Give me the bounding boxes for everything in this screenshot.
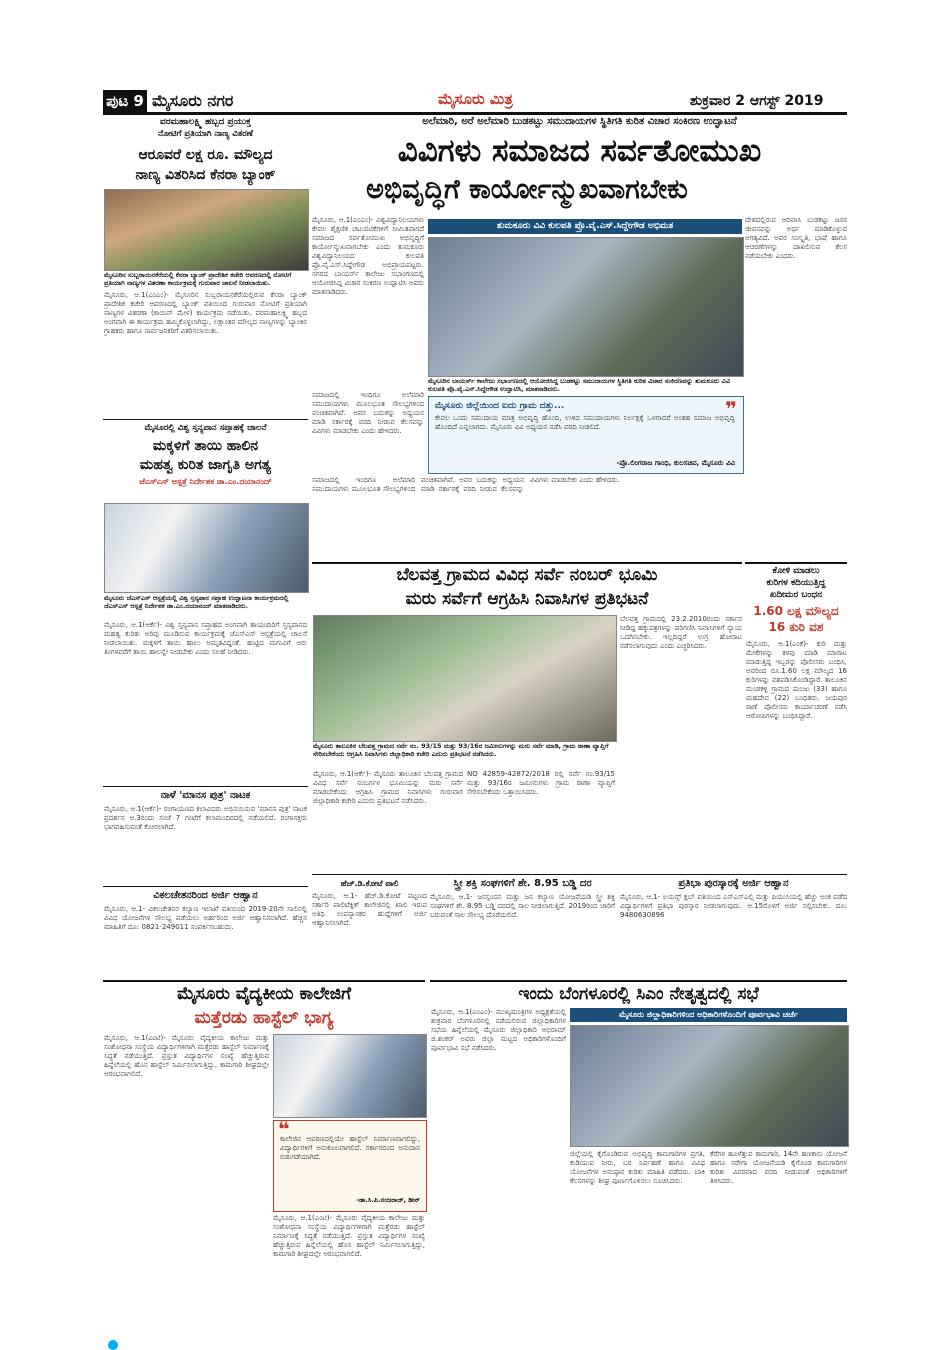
protest-headline-2: ಮರು ಸರ್ವೆಗೆ ಆಗ್ರಹಿಸಿ ನಿವಾಸಿಗಳ ಪ್ರತಿಭಟನೆ bbox=[405, 589, 649, 609]
divider bbox=[312, 874, 847, 875]
drama-body: ಮೈಸೂರು, ಆ.1(ಆರ್ಕೆ)- ರಂಗಾಯಣದ ಕಲಾವಿದರು ಅಭಿನಯಿಸುವ 'ಮಾನಸ ಪುತ್ರ' ನಾಟಕ ಪ್ರದರ್ಶನ ಆ.3ರಂದು ಸಂಜೆ 7 ಗಂಟೆಗೆ ಕಲಾಮಂದಿರದಲ್ಲಿ ನಡೆಯಲಿದೆ. ರಂಗಾಸಕ್ತರು ಭಾಗವಹಿಸುವಂತೆ ಕೋರಲಾಗಿದೆ. bbox=[104, 805, 307, 831]
lead-kicker: ಅಲೆಮಾರಿ, ಅರೆ ಅಲೆಮಾರಿ ಬುಡಕಟ್ಟು ಸಮುದಾಯಗಳ ಸ್ಥಿತಿಗತಿ ಕುರಿತ ವಿಚಾರ ಸಂಕಿರಣ ಉದ್ಘಾಟನೆ bbox=[422, 116, 737, 127]
lead-subhead: ತುಮಕೂರು ವಿವಿ ಕುಲಪತಿ ಪ್ರೊ.ವೈ.ಎಸ್.ಸಿದ್ದೇಗೌಡ ಅಭಿಮತ bbox=[428, 219, 742, 234]
protest-body-col1: ಮೈಸೂರು, ಆ.1(ಆರ್ಕೆ)- ಮೈಸೂರು ತಾಲೂಕಿನ ಬೆಲವತ್ತ ಗ್ರಾಮದ ವಿವಿಧ ಸರ್ವೆ ನಂಬರ್ಗಳ ಭೂಮಿಯನ್ನು ಮರು ಸರ್ವೆ ಮಾಡಬೇಕೆಂದು ಆಗ್ರಹಿಸಿ ಗ್ರಾಮದ ನಿವಾಸಿಗಳು ಗುರುವಾರ ಜಿಲ್ಲಾಧಿಕಾರಿ ಕಚೇರಿ ಎದುರು ಪ್ರತಿಭಟನೆ ನಡೆಸಿದರು. bbox=[313, 770, 463, 805]
medical-body: ಮೈಸೂರು, ಆ.1(ಎಂಟಿ)- ಮೈಸೂರು ವೈದ್ಯಕೀಯ ಕಾಲೇಜು ಮತ್ತು ಸಂಶೋಧನಾ ಸಂಸ್ಥೆಯ ವಿದ್ಯಾರ್ಥಿಗಳಿಗಾಗಿ ಮತ್ತೆರಡು ಹಾಸ್ಟೆಲ್ ನಿರ್ಮಾಣಕ್ಕೆ ಸಿದ್ಧತೆ ನಡೆಯುತ್ತಿದೆ. ಪ್ರಸ್ತುತ ವಿದ್ಯಾರ್ಥಿಗಳ ಸಂಖ್ಯೆ ಹೆಚ್ಚುತ್ತಿರುವ ಹಿನ್ನೆಲೆಯಲ್ಲಿ ಹೊಸ ಹಾಸ್ಟೆಲ್ ನಿರ್ಮಿಸಲಾಗುತ್ತಿದ್ದು, ಕಾಮಗಾರಿ ಶೀಘ್ರದಲ್ಲೇ ಆರಂಭವಾಗಲಿದೆ. bbox=[104, 1034, 269, 1078]
page-number: ಪುಟ 9 bbox=[103, 90, 147, 112]
protest-body-col2: NO 42859-42872/2018 ರಲ್ಲಿ ಸರ್ವೆ ನಂ.93/15 ಮತ್ತು 93/16ರ ಜಮೀನುಗಳು ಗ್ರಾಮ ಠಾಣಾ ವ್ಯಾಪ್ತಿಗೆ ಸೇರಿಸಬೇಕೆಂದು ಒತ್ತಾಯಿಸಿದರು. bbox=[467, 770, 615, 796]
protest-headline-1: ಬೆಲವತ್ತ ಗ್ರಾಮದ ವಿವಿಧ ಸರ್ವೆ ನಂಬರ್ ಭೂಮಿ bbox=[396, 565, 658, 585]
polytechnic-title: ಹೆಚ್.ಡಿ.ಕೋಟೆ ಪಾಲಿ bbox=[340, 879, 399, 888]
sheep-headline-2: 16 ಕುರಿ ವಶ bbox=[768, 620, 824, 634]
medical-headline-1: ಮೈಸೂರು ವೈದ್ಯಕೀಯ ಕಾಲೇಜಿಗೆ bbox=[176, 984, 352, 1004]
award-title: ಪ್ರತಿಭಾ ಪುರಸ್ಕಾರಕ್ಕೆ ಅರ್ಜಿ ಆಹ್ವಾನ bbox=[678, 878, 789, 889]
sheep-kicker-1: ಕೋಳಿ ಮಾಡಲು bbox=[772, 566, 820, 576]
lead-body-col1b: ಸಮಾಜದಲ್ಲಿ ಇಂದಿಗೂ ಅಲೆಮಾರಿ ಸಮುದಾಯಗಳು ಮೂಲಭೂತ ಸೌಲಭ್ಯಗಳಿಂದ ವಂಚಿತವಾಗಿವೆ. ಅವರ ಬದುಕನ್ನು ಅಧ್ಯಯನ ಮಾಡಿ ಸರ್ಕಾರಕ್ಕೆ ವರದಿ ನೀಡುವ ಕೆಲಸವನ್ನು ವಿವಿಗಳು ಮಾಡಬೇಕು ಎಂದು ಹೇಳಿದರು. bbox=[312, 391, 424, 435]
bf-body: ಮೈಸೂರು, ಆ.1(ಆರ್ಕೆ)- ವಿಶ್ವ ಸ್ತನ್ಯಪಾನ ಸಪ್ತಾಹದ ಅಂಗವಾಗಿ ತಾಯಂದಿರಿಗೆ ಸ್ತನ್ಯಪಾನದ ಮಹತ್ವ ಕುರಿತು ಅರಿವು ಮೂಡಿಸುವ ಕಾರ್ಯಕ್ರಮಕ್ಕೆ ಜೆಎಸ್ಎಸ್ ಆಸ್ಪತ್ರೆಯಲ್ಲಿ ಚಾಲನೆ ನೀಡಲಾಯಿತು. ಮಕ್ಕಳಿಗೆ ತಾಯಿ ಹಾಲು ಅಮೃತವಿದ್ದಂತೆ. ಹುಟ್ಟಿದ ಮಗುವಿಗೆ ಆರು ತಿಂಗಳವರೆಗೆ ತಾಯಿ ಹಾಲನ್ನೇ ನೀಡಬೇಕು ಎಂದು ಸಲಹೆ ನೀಡಿದರು. bbox=[104, 621, 307, 656]
lead-headline-2: ಅಭಿವೃದ್ಧಿಗೆ ಕಾರ್ಯೋನ್ಮುಖವಾಗಬೇಕು bbox=[366, 174, 688, 205]
lead-headline-1: ವಿವಿಗಳು ಸಮಾಜದ ಸರ್ವತೋಮುಖ bbox=[397, 133, 762, 169]
divider bbox=[103, 419, 308, 420]
issue-date: ಶುಕ್ರವಾರ 2 ಆಗಸ್ಟ್ 2019 bbox=[690, 93, 824, 109]
divider bbox=[430, 980, 847, 982]
coin-caption: ಮೈಸೂರಿನ ಸುಬ್ಬರಾಯನಕೆರೆಯಲ್ಲಿ ಕೆನರಾ ಬ್ಯಾಂಕ್ ಪ್ರಾದೇಶಿಕ ಕಚೇರಿ ಆವರಣದಲ್ಲಿ ನೋಟಿಗೆ ಪ್ರತಿಯಾಗಿ ನಾಣ್ಯಗಳ ವಿತರಣಾ ಕಾರ್ಯಕ್ರಮಕ್ಕೆ ಗುರುವಾರ ಚಾಲನೆ ನೀಡಲಾಯಿತು. bbox=[104, 271, 292, 287]
cm-body-col1: ಮೈಸೂರು, ಆ.1(ಎಂಎಂ)- ಮುಖ್ಯಮಂತ್ರಿಗಳ ಅಧ್ಯಕ್ಷತೆಯಲ್ಲಿ ಶುಕ್ರವಾರ ಬೆಂಗಳೂರಿನಲ್ಲಿ ನಡೆಯಲಿರುವ ಜಿಲ್ಲಾಧಿಕಾರಿಗಳ ಸಭೆಯ ಹಿನ್ನೆಲೆಯಲ್ಲಿ ಮೈಸೂರು ಜಿಲ್ಲಾಧಿಕಾರಿ ಅಭಿರಾಮ್ ಜಿ.ಶಂಕರ್ ಅವರು ಜಿಲ್ಲಾ ಮಟ್ಟದ ಅಧಿಕಾರಿಗಳೊಂದಿಗೆ ಪೂರ್ವಭಾವಿ ಸಭೆ ನಡೆಸಿದರು. bbox=[431, 1008, 566, 1052]
bf-caption: ಮೈಸೂರು ಜೆಎಸ್ಎಸ್ ಆಸ್ಪತ್ರೆಯಲ್ಲಿ ವಿಶ್ವ ಸ್ತನ್ಯಪಾನ ಸಪ್ತಾಹ ಉದ್ಘಾಟನಾ ಕಾರ್ಯಕ್ರಮದಲ್ಲಿ ಜೆಎಸ್ಎಸ್ ಆಸ್ಪತ್ರೆ ನಿರ್ದೇಶಕ ಡಾ.ಎಂ.ದಯಾನಂದ್ ಮಾತನಾಡಿದರು. bbox=[104, 594, 289, 610]
cm-body-col3: ಕೆರೆಗಳ ಹೂಳೆತ್ತುವ ಕಾಮಗಾರಿ, 14ನೇ ಹಣಕಾಸು ಯೋಜನೆ ಹಾಗೂ ನರೇಗಾ ಯೋಜನೆಯಡಿ ಕೈಗೊಂಡ ಕಾಮಗಾರಿಗಳ ಕುರಿತು ವಿವರವಾದ ವರದಿ ನೀಡುವಂತೆ ಅಧಿಕಾರಿಗಳಿಗೆ ತಿಳಿಸಿದರು. bbox=[710, 1150, 847, 1185]
sheep-body: ಮೈಸೂರು, ಆ.1(ಎಂಕೆ)- ಕುರಿ ಮತ್ತು ಮೇಕೆಗಳನ್ನು ಕಳವು ಮಾಡಿ ಮಾರಾಟ ಮಾಡುತ್ತಿದ್ದ ಇಬ್ಬರನ್ನು ಪೊಲೀಸರು ಬಂಧಿಸಿ, ಅವರಿಂದ ರೂ.1.60 ಲಕ್ಷ ಮೌಲ್ಯದ 16 ಕುರಿಗಳನ್ನು ವಶಪಡಿಸಿಕೊಂಡಿದ್ದಾರೆ. ತಾಲೂಕಿನ ಮಂಡಕಳ್ಳಿ ಗ್ರಾಮದ ಮಂಜು (33) ಹಾಗೂ ಮಹದೇವ (22) ಬಂಧಿತರು. ಜಯಪುರ ಠಾಣೆ ಪೊಲೀಸರು ಕಾರ್ಯಾಚರಣೆ ನಡೆಸಿ ಆರೋಪಿಗಳನ್ನು ಬಂಧಿಸಿದ್ದಾರೆ. bbox=[746, 640, 847, 720]
apply-headline: ವಿಕಲಚೇತನರಿಂದ ಅರ್ಜಿ ಆಹ್ವಾನ bbox=[153, 890, 258, 901]
quote-box bbox=[428, 396, 744, 474]
masthead: ಮೈಸೂರು ಮಿತ್ರ bbox=[438, 90, 513, 108]
award-body: ಮೈಸೂರು, ಆ.1- ಲಯನ್ಸ್ ಕ್ಲಬ್ ವತಿಯಿಂದ ಎಸ್ಎಸ್ಎಲ್ಸಿ ಮತ್ತು ಪಿಯುಸಿಯಲ್ಲಿ ಹೆಚ್ಚು ಅಂಕ ಪಡೆದ ವಿದ್ಯಾರ್ಥಿಗಳಿಗೆ ಪ್ರತಿಭಾ ಪುರಸ್ಕಾರ ನೀಡಲಾಗುವುದು. ಆ.15ರೊಳಗೆ ಅರ್ಜಿ ಸಲ್ಲಿಸಬೇಕು. ದೂ: 9480630896 bbox=[620, 893, 847, 919]
quote-text: ಕೇವಲ ಒಂದು ಸಮುದಾಯ ಮಾತ್ರ ಅಭಿವೃದ್ಧಿ ಹೊಂದಿ, ಉಳಿದ ಸಮುದಾಯಗಳು ನಿರ್ಲಕ್ಷಕ್ಕೆ ಒಳಗಾದರೆ ಅಂತಹ ಸಮಾಜ ಅಭಿವೃದ್ಧಿ ಹೊಂದಿದೆ ಎನ್ನಲಾಗದು. ಮೈಸೂರು ವಿವಿ ಅಧ್ಯಯನ ನಡೆಸಿ ವರದಿ ನೀಡಲಿದೆ. bbox=[435, 414, 735, 431]
apply-body: ಮೈಸೂರು, ಆ.1- ವಿಕಲಚೇತನರ ಕಲ್ಯಾಣ ಇಲಾಖೆ ವತಿಯಿಂದ 2019-20ನೇ ಸಾಲಿನಲ್ಲಿ ವಿವಿಧ ಯೋಜನೆಗಳ ಸೌಲಭ್ಯ ಪಡೆಯಲು ಅರ್ಹರಿಂದ ಅರ್ಜಿ ಆಹ್ವಾನಿಸಲಾಗಿದೆ. ಹೆಚ್ಚಿನ ಮಾಹಿತಿಗೆ ದೂ: 0821-249011 ಸಂಪರ್ಕಿಸಬಹುದು. bbox=[104, 905, 307, 931]
bf-headline-1: ಮಕ್ಕಳಿಗೆ ತಾಯಿ ಹಾಲಿನ bbox=[152, 438, 259, 454]
bf-headline-2: ಮಹತ್ವ ಕುರಿತ ಜಾಗೃತಿ ಅಗತ್ಯ bbox=[139, 457, 272, 473]
registration-dot bbox=[108, 1340, 118, 1350]
coin-headline-2: ನಾಣ್ಯ ವಿತರಿಸಿದ ಕೆನರಾ ಬ್ಯಾಂಕ್ bbox=[135, 167, 276, 183]
sheep-kicker-2: ಕುರಿಗಳ ಕದಿಯುತ್ತಿದ್ದ bbox=[766, 578, 826, 588]
divider bbox=[103, 886, 308, 887]
divider bbox=[745, 562, 847, 564]
quote-mark-icon: ❞ bbox=[725, 397, 737, 421]
sheep-kicker-3: ಖದೀಮರ ಬಂಧನ bbox=[769, 590, 823, 600]
cm-subhead: ಮೈಸೂರು ಜಿಲ್ಲಾಧಿಕಾರಿಗಳಿಂದ ಅಧಿಕಾರಿಗಳೊಂದಿಗೆ ಪೂರ್ವಭಾವಿ ಚರ್ಚೆ bbox=[570, 1008, 847, 1022]
cm-headline: ಇಂದು ಬೆಂಗಳೂರಲ್ಲಿ ಸಿಎಂ ನೇತೃತ್ವದಲ್ಲಿ ಸಭೆ bbox=[518, 984, 759, 1004]
protest-caption: ಮೈಸೂರು ತಾಲೂಕಿನ ಬೆಲವತ್ತ ಗ್ರಾಮದ ಸರ್ವೆ ನಂ. 93/15 ಮತ್ತು 93/16ರ ಜಮೀನುಗಳನ್ನು ಮರು ಸರ್ವೆ ಮಾಡಿ, ಗ್ರಾಮ ಠಾಣಾ ವ್ಯಾಪ್ತಿಗೆ ಸೇರಿಸಬೇಕೆಂದು ಆಗ್ರಹಿಸಿ ನಿವಾಸಿಗಳು ಜಿಲ್ಲಾಧಿಕಾರಿ ಕಚೇರಿ ಎದುರು ಪ್ರತಿಭಟನೆ ನಡೆಸಿದರು. bbox=[313, 742, 609, 758]
lead-body-bottom: ಸಮಾಜದಲ್ಲಿ ಇಂದಿಗೂ ಅಲೆಮಾರಿ ಸಮುದಾಯಗಳು ಮೂಲಭೂತ ಸೌಲಭ್ಯಗಳಿಂದ ವಂಚಿತವಾಗಿವೆ. ಅವರ ಬದುಕನ್ನು ಅಧ್ಯಯನ ಮಾಡಿ ಸರ್ಕಾರಕ್ಕೆ ವರದಿ ನೀಡುವ ಕೆಲಸವನ್ನು ವಿವಿಗಳು ಮಾಡಬೇಕು ಎಂದು ಹೇಳಿದರು. bbox=[312, 476, 620, 493]
sheep-headline-1: 1.60 ಲಕ್ಷ ಮೌಲ್ಯದ bbox=[753, 604, 839, 618]
medical-body-2: ಮೈಸೂರು, ಆ.1(ಎಂಟಿ)- ಮೈಸೂರು ವೈದ್ಯಕೀಯ ಕಾಲೇಜು ಮತ್ತು ಸಂಶೋಧನಾ ಸಂಸ್ಥೆಯ ವಿದ್ಯಾರ್ಥಿಗಳಿಗಾಗಿ ಮತ್ತೆರಡು ಹಾಸ್ಟೆಲ್ ನಿರ್ಮಾಣಕ್ಕೆ ಸಿದ್ಧತೆ ನಡೆಯುತ್ತಿದೆ. ಪ್ರಸ್ತುತ ವಿದ್ಯಾರ್ಥಿಗಳ ಸಂಖ್ಯೆ ಹೆಚ್ಚುತ್ತಿರುವ ಹಿನ್ನೆಲೆಯಲ್ಲಿ ಹೊಸ ಹಾಸ್ಟೆಲ್ ನಿರ್ಮಿಸಲಾಗುತ್ತಿದ್ದು, ಕಾಮಗಾರಿ ಶೀಘ್ರದಲ್ಲೇ ಆರಂಭವಾಗಲಿದೆ. bbox=[273, 1214, 425, 1258]
divider bbox=[103, 786, 308, 787]
medical-quote-box bbox=[273, 1117, 427, 1212]
quote-mark-icon: ❝ bbox=[278, 1117, 290, 1141]
interest-title: ಸ್ತ್ರೀ ಶಕ್ತಿ ಸಂಘಗಳಿಗೆ ಶೇ. 8.95 ಬಡ್ಡಿ ದರ bbox=[453, 878, 592, 889]
bf-kicker: ಮೈಸೂರಲ್ಲಿ ವಿಶ್ವ ಸ್ತನ್ಯಪಾನ ಸಪ್ತಾಹಕ್ಕೆ ಚಾಲನೆ bbox=[144, 423, 267, 433]
medical-photo bbox=[273, 1034, 427, 1118]
bf-photo bbox=[104, 503, 309, 593]
interest-body: ಮೈಸೂರು, ಆ.1- ಜನಸ್ಪಂದನ ಮತ್ತು ಜನ ಕಲ್ಯಾಣ ಯೋಜನೆಯಡಿ ಸ್ತ್ರೀ ಶಕ್ತಿ ಸಂಘಗಳಿಗೆ ಶೇ. 8.95 ಬಡ್ಡಿ ದರದಲ್ಲಿ ಸಾಲ ನೀಡಲಾಗುತ್ತಿದೆ. 2019ರಿಂದ ಜಾರಿಗೆ ಬರುವಂತೆ ಸಾಲ ಸೌಲಭ್ಯ ದೊರೆಯಲಿದೆ. bbox=[430, 893, 615, 919]
coin-kicker-1: ವರಮಹಾಲಕ್ಷ್ಮಿ ಹಬ್ಬದ ಪ್ರಯುಕ್ತ bbox=[160, 117, 251, 127]
cm-photo bbox=[570, 1025, 849, 1147]
section-title: ಮೈಸೂರು ನಗರ bbox=[152, 91, 234, 110]
polytechnic-body: ಮೈಸೂರು, ಆ.1- ಹೆಚ್.ಡಿ.ಕೋಟೆ ಪಟ್ಟಣದ ಸರ್ಕಾರಿ ಪಾಲಿಟೆಕ್ನಿಕ್ ಕಾಲೇಜಿನಲ್ಲಿ ಖಾಲಿ ಇರುವ ಅತಿಥಿ ಉಪನ್ಯಾಸಕರ ಹುದ್ದೆಗಳಿಗೆ ಅರ್ಜಿ ಆಹ್ವಾನಿಸಲಾಗಿದೆ. bbox=[312, 892, 427, 927]
bf-byline: ಜೆಎಸ್ಎಸ್ ಆಸ್ಪತ್ರೆ ನಿರ್ದೇಶಕ ಡಾ.ಎಂ.ದಯಾನಂದ್ bbox=[139, 477, 272, 486]
lead-caption: ಮೈಸೂರಿನ ಬಾಯರ್ಸ್ ಕಾಲೇಜು ಸಭಾಂಗಣದಲ್ಲಿ ಆಯೋಜಿಸಿದ್ದ ಬುಡಕಟ್ಟು ಸಮುದಾಯಗಳ ಸ್ಥಿತಿಗತಿ ಕುರಿತ ವಿಚಾರ ಸಂಕಿರಣವನ್ನು ತುಮಕೂರು ವಿವಿ ಕುಲಪತಿ ಪ್ರೊ.ವೈ.ಎಸ್.ಸಿದ್ದೇಗೌಡ ಉದ್ಘಾಟಿಸಿ, ಮಾತನಾಡಿದರು. bbox=[428, 377, 731, 393]
cm-body-col2: ಜಿಲ್ಲೆಯಲ್ಲಿ ಕೈಗೊಂಡಿರುವ ಅಭಿವೃದ್ಧಿ ಕಾಮಗಾರಿಗಳ ಪ್ರಗತಿ, ಕುಡಿಯುವ ನೀರು, ಬರ ನಿರ್ವಹಣೆ ಹಾಗೂ ವಿವಿಧ ಯೋಜನೆಗಳ ಅನುಷ್ಠಾನ ಕುರಿತು ಮಾಹಿತಿ ಪಡೆದರು. ಬಾಕಿ ಕೆಲಸಗಳನ್ನು ಶೀಘ್ರ ಪೂರ್ಣಗೊಳಿಸಲು ಸೂಚಿಸಿದರು. bbox=[570, 1150, 705, 1185]
divider bbox=[103, 980, 425, 982]
drama-headline: ನಾಳೆ 'ಮಾನಸ ಪುತ್ರ' ನಾಟಕ bbox=[160, 790, 251, 801]
coin-photo bbox=[104, 189, 309, 271]
quote-byline: -ಪ್ರೊ.ಲಿಂಗರಾಜ ಗಾಂಧಿ, ಕುಲಸಚಿವ, ಮೈಸೂರು ವಿವಿ bbox=[616, 459, 735, 467]
coin-body: ಮೈಸೂರು, ಆ.1(ಎಂಎಂ)- ಮೈಸೂರಿನ ಸುಬ್ಬರಾಯನಕೆರೆಯಲ್ಲಿರುವ ಕೆನರಾ ಬ್ಯಾಂಕ್ ಪ್ರಾದೇಶಿಕ ಕಚೇರಿ ಆವರಣದಲ್ಲಿ ಬ್ಯಾಂಕ್ ವತಿಯಿಂದ ಗುರುವಾರ ನೋಟಿಗೆ ಪ್ರತಿಯಾಗಿ ನಾಣ್ಯಗಳ ವಿತರಣಾ (ಕಾಯಿನ್ ಮೇಳ) ಕಾರ್ಯಕ್ರಮ ನಡೆಯಿತು. ವರಮಹಾಲಕ್ಷ್ಮಿ ಹಬ್ಬದ ಅಂಗವಾಗಿ ಈ ಕಾರ್ಯಕ್ರಮ ಹಮ್ಮಿಕೊಳ್ಳಲಾಗಿದ್ದು, ಲಕ್ಷಾಂತರ ಮೌಲ್ಯದ ನಾಣ್ಯಗಳನ್ನು ಬ್ಯಾಂಕಿನ ಗ್ರಾಹಕರು ಹಾಗೂ ಸಾರ್ವಜನಿಕರಿಗೆ ವಿತರಿಸಲಾಯಿತು. bbox=[104, 291, 307, 335]
coin-kicker-2: ನೋಟಿಗೆ ಪ್ರತಿಯಾಗಿ ನಾಣ್ಯ ವಿತರಣೆ bbox=[158, 129, 253, 139]
coin-headline-1: ಆರೂವರೆ ಲಕ್ಷ ರೂ. ಮೌಲ್ಯದ bbox=[138, 147, 273, 163]
lead-photo bbox=[428, 237, 744, 377]
medical-headline-2: ಮತ್ತೆರಡು ಹಾಸ್ಟೆಲ್ ಭಾಗ್ಯ bbox=[194, 1008, 334, 1028]
protest-body-col3: ಬೆಲವತ್ತ ಗ್ರಾಮದಲ್ಲಿ 23.2.2010ರಂದು ಸರ್ಕಾರ ನೀಡಿದ್ದ ಹಕ್ಕುಪತ್ರಗಳನ್ನು ಪರಿಗಣಿಸಿ ನಿವಾಸಿಗಳಿಗೆ ನ್ಯಾಯ ಒದಗಿಸಬೇಕು. ಇಲ್ಲದಿದ್ದರೆ ಉಗ್ರ ಹೋರಾಟ ನಡೆಸಲಾಗುವುದು ಎಂದು ಎಚ್ಚರಿಸಿದರು. bbox=[620, 615, 742, 650]
lead-body-col1: ಮೈಸೂರು, ಆ.1(ಎಂಎಂ)- ವಿಶ್ವವಿದ್ಯಾನಿಲಯಗಳು ಕೇವಲ ಶೈಕ್ಷಣಿಕ ಚಟುವಟಿಕೆಗಳಿಗೆ ಸೀಮಿತವಾಗದೆ ಸಮಾಜದ ಸರ್ವತೋಮುಖ ಅಭಿವೃದ್ಧಿಗೆ ಕಾರ್ಯೋನ್ಮುಖವಾಗಬೇಕು ಎಂದು ತುಮಕೂರು ವಿಶ್ವವಿದ್ಯಾನಿಲಯದ ಕುಲಪತಿ ಪ್ರೊ.ವೈ.ಎಸ್.ಸಿದ್ದೇಗೌಡ ಅಭಿಪ್ರಾಯಪಟ್ಟರು. ನಗರದ ಬಾಯರ್ಸ್ ಕಾಲೇಜು ಸಭಾಂಗಣದಲ್ಲಿ ಆಯೋಜಿಸಿದ್ದ ವಿಚಾರ ಸಂಕಿರಣ ಉದ್ಘಾಟಿಸಿ ಅವರು ಮಾತನಾಡಿದರು. bbox=[312, 216, 424, 296]
protest-photo bbox=[313, 615, 617, 742]
medical-quote-by: -ಡಾ.ಸಿ.ಪಿ.ನಂಜರಾಜ್, ಡೀನ್ bbox=[356, 1196, 420, 1204]
medical-quote-text: ಕಾಲೇಜಿನ ಆವರಣದಲ್ಲಿಯೇ ಹಾಸ್ಟೆಲ್ ನಿರ್ಮಾಣವಾಗಲಿದ್ದು, ವಿದ್ಯಾರ್ಥಿಗಳಿಗೆ ಅನುಕೂಲವಾಗಲಿದೆ. ಸರ್ಕಾರದಿಂದ ಅನುದಾನ ಬಿಡುಗಡೆಯಾಗಿದೆ. bbox=[280, 1135, 420, 1161]
quote-title: ಮೈಸೂರು ಜಿಲ್ಲೆಯಿಂದ ಐದು ಗ್ರಾಮ ದತ್ತು... bbox=[435, 401, 565, 411]
lead-body-col3: ದೇಶದಲ್ಲಿರುವ ಆದಿವಾಸಿ ಬುಡಕಟ್ಟು ಜನರ ಜೀವನವನ್ನು ಅರ್ಥ ಮಾಡಿಕೊಳ್ಳುವ ಅಗತ್ಯವಿದೆ. ಅವರ ಸಂಸ್ಕೃತಿ, ಭಾಷೆ ಹಾಗೂ ಆಚರಣೆಗಳನ್ನು ದಾಖಲಿಸುವ ಕೆಲಸ ನಡೆಯಬೇಕು ಎಂದರು. bbox=[745, 216, 847, 260]
